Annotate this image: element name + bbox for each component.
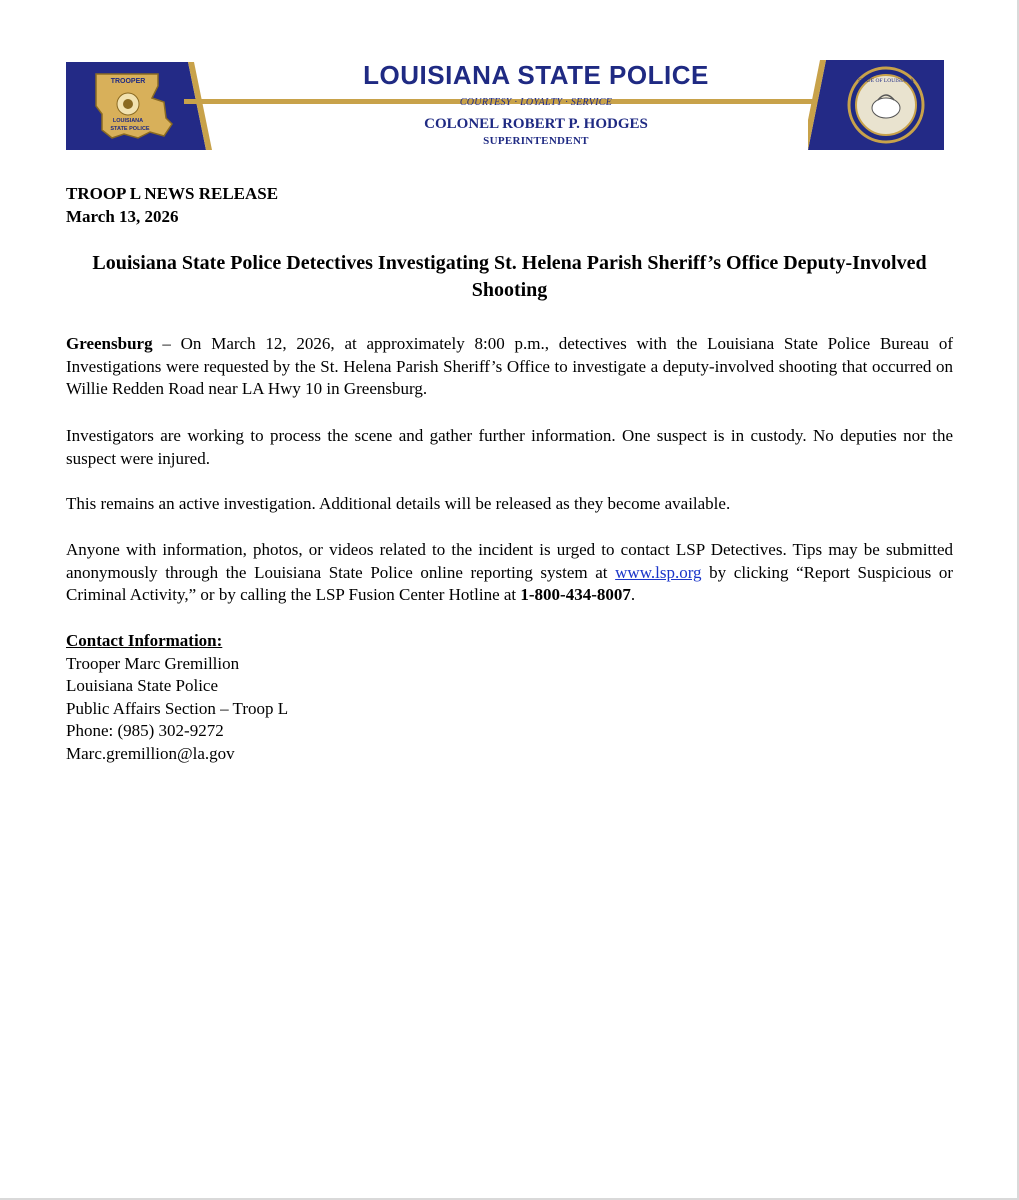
contact-section: Public Affairs Section – Troop L: [66, 698, 289, 718]
svg-text:STATE OF LOUISIANA: STATE OF LOUISIANA: [858, 78, 914, 84]
contact-heading: Contact Information:: [66, 631, 223, 650]
release-date: March 13, 2026: [66, 206, 179, 226]
paragraph-3: This remains an active investigation. Additional details will be released as they become available.: [66, 494, 731, 513]
paragraph-2: Investigators are working to process the scene and gather further information. One suspect is in custody. No deputies nor the suspect were injured.: [66, 426, 953, 468]
state-seal-icon: [808, 60, 944, 150]
svg-text:TROOPER: TROOPER: [110, 78, 146, 85]
contact-email[interactable]: Marc.gremillion@la.gov: [66, 743, 235, 763]
release-header: [66, 183, 953, 228]
contact-phone: Phone: (985) 302-9272: [66, 721, 224, 740]
release-label: TROOP L NEWS RELEASE: [66, 184, 279, 203]
paragraph-4: [66, 539, 953, 607]
contact-org: Louisiana State Police: [66, 676, 219, 695]
dateline: Greensburg: [66, 334, 153, 353]
contact-block: [66, 630, 953, 765]
superintendent-title: SUPERINTENDENT: [483, 135, 589, 147]
superintendent-name: COLONEL ROBERT P. HODGES: [424, 116, 648, 132]
page-title: Louisiana State Police Detectives Investigating St. Helena Parish Sheriff’s Office Deputy-Involved Shooting: [92, 252, 927, 301]
paragraph-4-text-b: by clicking “Report Suspicious or Criminal Activity,” or by calling the LSP Fusion Center Hotline at: [66, 562, 954, 604]
letterhead: [66, 58, 944, 152]
hotline-phone: 1-800-434-8007: [520, 585, 631, 604]
paragraph-4-end: .: [630, 585, 636, 604]
paragraph-1-text: – On March 12, 2026, at approximately 8:00 p.m., detectives with the Louisiana State Police Bureau of Investigations were requested by the St. Helena Parish Sheriff’s Office to investigate a deputy-involved shooting that occurred on Willie Redden Road near LA Hwy 10 in Greensburg.: [66, 334, 953, 398]
paragraph-1: [66, 333, 953, 401]
contact-name: Trooper Marc Gremillion: [66, 653, 240, 673]
paragraph-4-text-a: Anyone with information, photos, or videos related to the incident is urged to contact LSP Detectives. Tips may be submitted anonymously through the Louisiana State Police online reporting system at: [66, 540, 953, 582]
agency-motto: COURTESY · LOYALTY · SERVICE: [459, 97, 613, 108]
svg-text:LOUISIANA: LOUISIANA: [112, 118, 144, 124]
lsp-website-link[interactable]: www.lsp.org: [615, 562, 702, 582]
svg-text:STATE POLICE: STATE POLICE: [110, 126, 150, 132]
agency-name: LOUISIANA STATE POLICE: [363, 60, 709, 90]
